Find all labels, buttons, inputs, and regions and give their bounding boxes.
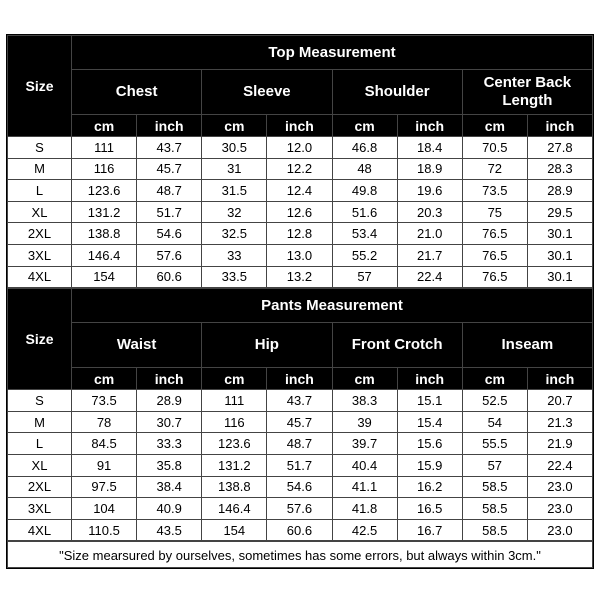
value-cell: 31 — [202, 158, 267, 180]
value-cell: 58.5 — [462, 476, 527, 498]
value-cell: 15.6 — [397, 433, 462, 455]
top-measurement-table — [7, 35, 593, 288]
value-cell: 30.1 — [527, 244, 592, 266]
value-cell: 27.8 — [527, 137, 592, 159]
value-cell: 22.4 — [527, 454, 592, 476]
value-cell: 15.1 — [397, 390, 462, 412]
value-cell: 20.3 — [397, 201, 462, 223]
value-cell: 43.5 — [137, 519, 202, 541]
value-cell: 51.7 — [267, 454, 332, 476]
value-cell: 20.7 — [527, 390, 592, 412]
table-row — [8, 201, 593, 223]
value-cell: 30.1 — [527, 266, 592, 288]
table-row — [8, 411, 593, 433]
value-cell: 35.8 — [137, 454, 202, 476]
size-cell: S — [8, 137, 72, 159]
value-cell: 52.5 — [462, 390, 527, 412]
top-title: Top Measurement — [72, 36, 593, 70]
table-row — [8, 390, 593, 412]
size-cell: 3XL — [8, 498, 72, 520]
value-cell: 41.8 — [332, 498, 397, 520]
value-cell: 45.7 — [267, 411, 332, 433]
table-row — [8, 158, 593, 180]
size-cell: L — [8, 180, 72, 202]
top-unit-header: inch — [527, 115, 592, 137]
value-cell: 12.0 — [267, 137, 332, 159]
size-cell: 3XL — [8, 244, 72, 266]
value-cell: 46.8 — [332, 137, 397, 159]
value-cell: 21.0 — [397, 223, 462, 245]
table-row — [8, 433, 593, 455]
top-group-header: Shoulder — [332, 70, 462, 115]
value-cell: 55.5 — [462, 433, 527, 455]
pants-unit-header: cm — [332, 368, 397, 390]
value-cell: 33.5 — [202, 266, 267, 288]
pants-unit-header: cm — [462, 368, 527, 390]
value-cell: 21.9 — [527, 433, 592, 455]
value-cell: 123.6 — [72, 180, 137, 202]
size-chart — [6, 34, 594, 569]
value-cell: 48.7 — [267, 433, 332, 455]
value-cell: 54 — [462, 411, 527, 433]
pants-unit-header: inch — [267, 368, 332, 390]
value-cell: 22.4 — [397, 266, 462, 288]
value-cell: 32.5 — [202, 223, 267, 245]
value-cell: 16.2 — [397, 476, 462, 498]
size-cell: M — [8, 158, 72, 180]
value-cell: 76.5 — [462, 266, 527, 288]
value-cell: 111 — [202, 390, 267, 412]
size-cell: 4XL — [8, 266, 72, 288]
value-cell: 29.5 — [527, 201, 592, 223]
value-cell: 43.7 — [267, 390, 332, 412]
value-cell: 32 — [202, 201, 267, 223]
pants-group-header: Inseam — [462, 323, 592, 368]
top-group-header: Chest — [72, 70, 202, 115]
value-cell: 55.2 — [332, 244, 397, 266]
value-cell: 45.7 — [137, 158, 202, 180]
value-cell: 91 — [72, 454, 137, 476]
value-cell: 39 — [332, 411, 397, 433]
pants-title: Pants Measurement — [72, 289, 593, 323]
value-cell: 18.9 — [397, 158, 462, 180]
value-cell: 138.8 — [72, 223, 137, 245]
value-cell: 23.0 — [527, 498, 592, 520]
value-cell: 97.5 — [72, 476, 137, 498]
value-cell: 76.5 — [462, 223, 527, 245]
value-cell: 54.6 — [137, 223, 202, 245]
top-unit-header: cm — [332, 115, 397, 137]
table-row — [8, 244, 593, 266]
value-cell: 42.5 — [332, 519, 397, 541]
table-row — [8, 498, 593, 520]
value-cell: 23.0 — [527, 519, 592, 541]
table-row — [8, 223, 593, 245]
value-cell: 16.5 — [397, 498, 462, 520]
pants-unit-header: cm — [72, 368, 137, 390]
size-cell: XL — [8, 454, 72, 476]
value-cell: 131.2 — [72, 201, 137, 223]
value-cell: 13.2 — [267, 266, 332, 288]
value-cell: 104 — [72, 498, 137, 520]
value-cell: 73.5 — [462, 180, 527, 202]
value-cell: 21.3 — [527, 411, 592, 433]
value-cell: 12.6 — [267, 201, 332, 223]
top-unit-header: cm — [202, 115, 267, 137]
pants-size-header: Size — [8, 289, 72, 390]
pants-group-header: Hip — [202, 323, 332, 368]
value-cell: 57.6 — [137, 244, 202, 266]
value-cell: 60.6 — [267, 519, 332, 541]
value-cell: 48 — [332, 158, 397, 180]
value-cell: 58.5 — [462, 498, 527, 520]
value-cell: 40.9 — [137, 498, 202, 520]
pants-group-header: Front Crotch — [332, 323, 462, 368]
pants-unit-header: inch — [527, 368, 592, 390]
value-cell: 146.4 — [202, 498, 267, 520]
value-cell: 28.9 — [137, 390, 202, 412]
value-cell: 33.3 — [137, 433, 202, 455]
top-unit-header: inch — [267, 115, 332, 137]
table-row — [8, 454, 593, 476]
value-cell: 84.5 — [72, 433, 137, 455]
size-cell: 4XL — [8, 519, 72, 541]
top-unit-header: inch — [397, 115, 462, 137]
value-cell: 51.6 — [332, 201, 397, 223]
value-cell: 75 — [462, 201, 527, 223]
value-cell: 12.8 — [267, 223, 332, 245]
size-cell: 2XL — [8, 476, 72, 498]
pants-unit-header: inch — [397, 368, 462, 390]
table-row — [8, 266, 593, 288]
value-cell: 110.5 — [72, 519, 137, 541]
value-cell: 116 — [202, 411, 267, 433]
value-cell: 19.6 — [397, 180, 462, 202]
size-cell: M — [8, 411, 72, 433]
value-cell: 51.7 — [137, 201, 202, 223]
value-cell: 30.5 — [202, 137, 267, 159]
pants-unit-header: inch — [137, 368, 202, 390]
value-cell: 70.5 — [462, 137, 527, 159]
value-cell: 33 — [202, 244, 267, 266]
table-row — [8, 180, 593, 202]
value-cell: 38.3 — [332, 390, 397, 412]
value-cell: 53.4 — [332, 223, 397, 245]
value-cell: 54.6 — [267, 476, 332, 498]
value-cell: 48.7 — [137, 180, 202, 202]
top-group-header: Center Back Length — [462, 70, 592, 115]
table-row — [8, 519, 593, 541]
value-cell: 76.5 — [462, 244, 527, 266]
value-cell: 23.0 — [527, 476, 592, 498]
value-cell: 30.1 — [527, 223, 592, 245]
value-cell: 111 — [72, 137, 137, 159]
value-cell: 123.6 — [202, 433, 267, 455]
size-cell: L — [8, 433, 72, 455]
value-cell: 57.6 — [267, 498, 332, 520]
value-cell: 73.5 — [72, 390, 137, 412]
size-cell: S — [8, 390, 72, 412]
measurement-note: "Size mearsured by ourselves, sometimes has some errors, but always within 3cm." — [7, 541, 593, 568]
value-cell: 131.2 — [202, 454, 267, 476]
value-cell: 39.7 — [332, 433, 397, 455]
value-cell: 138.8 — [202, 476, 267, 498]
value-cell: 21.7 — [397, 244, 462, 266]
value-cell: 12.4 — [267, 180, 332, 202]
value-cell: 28.3 — [527, 158, 592, 180]
table-row — [8, 137, 593, 159]
value-cell: 154 — [202, 519, 267, 541]
value-cell: 15.4 — [397, 411, 462, 433]
value-cell: 12.2 — [267, 158, 332, 180]
value-cell: 57 — [462, 454, 527, 476]
value-cell: 16.7 — [397, 519, 462, 541]
value-cell: 15.9 — [397, 454, 462, 476]
value-cell: 49.8 — [332, 180, 397, 202]
value-cell: 146.4 — [72, 244, 137, 266]
size-cell: XL — [8, 201, 72, 223]
value-cell: 72 — [462, 158, 527, 180]
value-cell: 13.0 — [267, 244, 332, 266]
value-cell: 41.1 — [332, 476, 397, 498]
top-unit-header: cm — [72, 115, 137, 137]
value-cell: 57 — [332, 266, 397, 288]
value-cell: 58.5 — [462, 519, 527, 541]
pants-unit-header: cm — [202, 368, 267, 390]
value-cell: 38.4 — [137, 476, 202, 498]
value-cell: 78 — [72, 411, 137, 433]
value-cell: 154 — [72, 266, 137, 288]
top-unit-header: inch — [137, 115, 202, 137]
value-cell: 30.7 — [137, 411, 202, 433]
pants-measurement-table — [7, 288, 593, 541]
top-group-header: Sleeve — [202, 70, 332, 115]
top-size-header: Size — [8, 36, 72, 137]
value-cell: 60.6 — [137, 266, 202, 288]
value-cell: 43.7 — [137, 137, 202, 159]
top-unit-header: cm — [462, 115, 527, 137]
value-cell: 31.5 — [202, 180, 267, 202]
size-cell: 2XL — [8, 223, 72, 245]
value-cell: 116 — [72, 158, 137, 180]
pants-group-header: Waist — [72, 323, 202, 368]
value-cell: 40.4 — [332, 454, 397, 476]
value-cell: 28.9 — [527, 180, 592, 202]
value-cell: 18.4 — [397, 137, 462, 159]
table-row — [8, 476, 593, 498]
